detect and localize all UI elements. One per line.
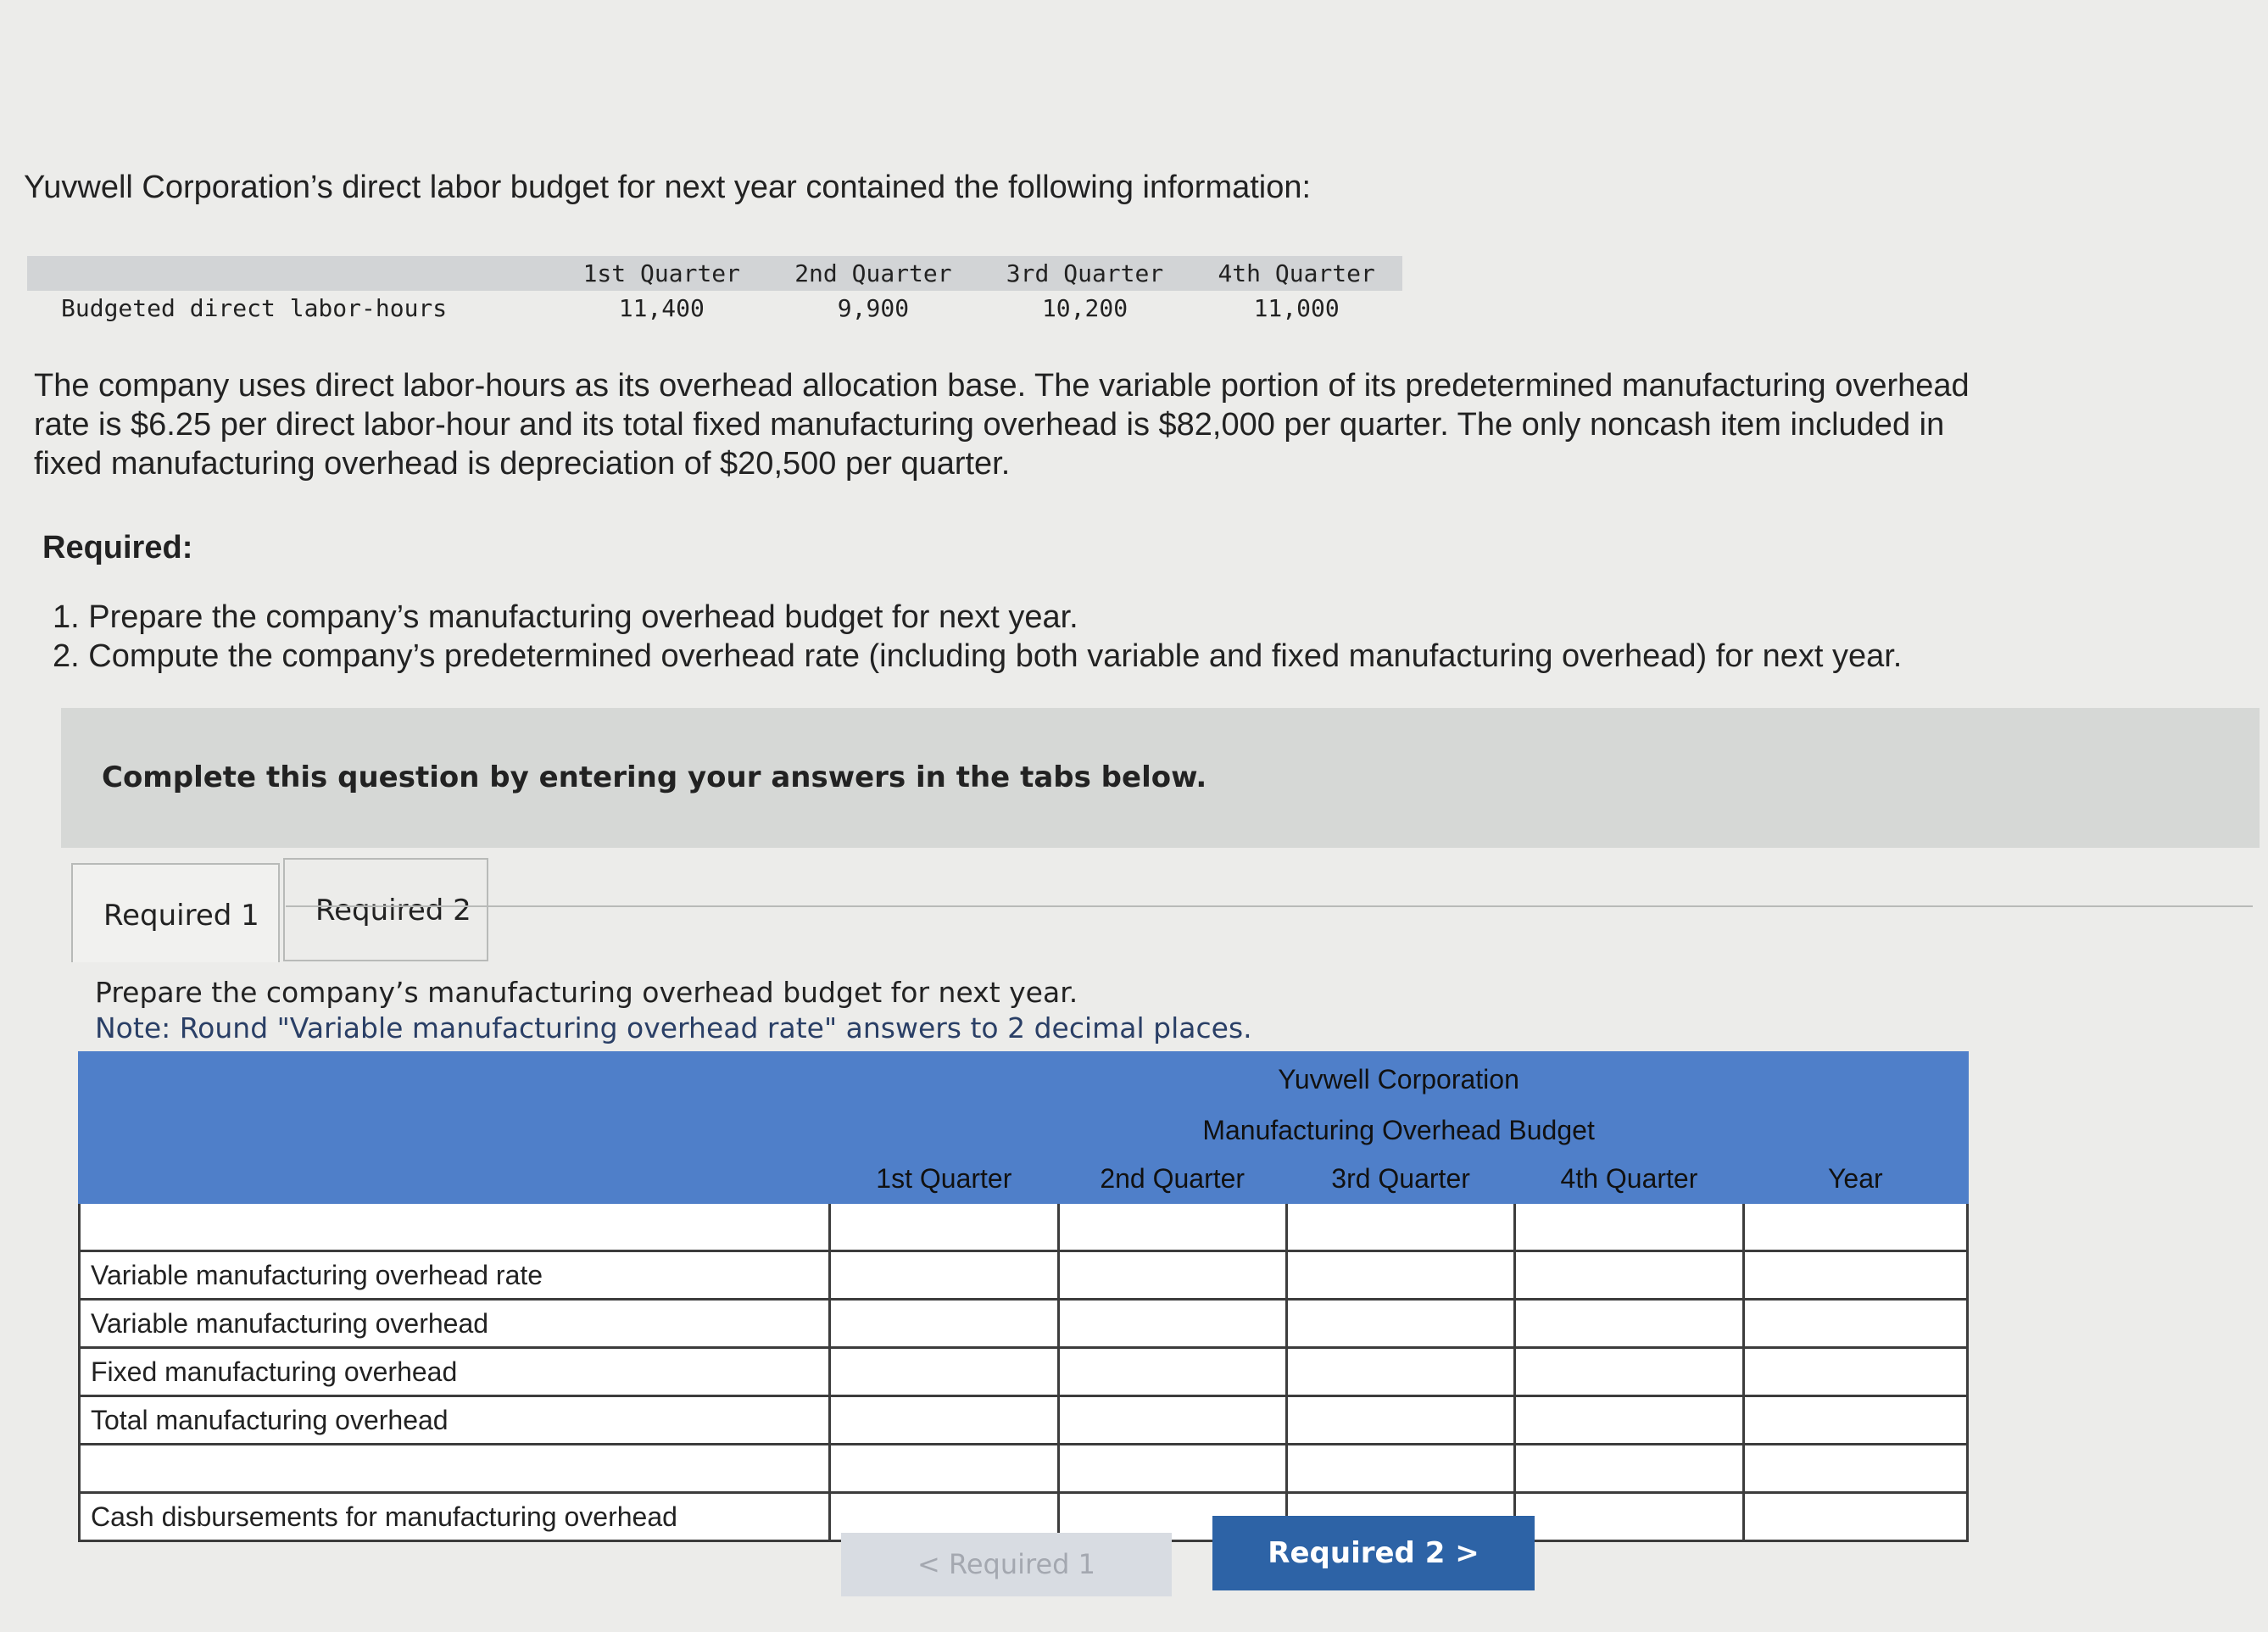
- input-cell[interactable]: [1286, 1396, 1514, 1445]
- row-label: Budgeted direct labor-hours: [61, 294, 448, 322]
- company-title: Yuvwell Corporation: [830, 1053, 1968, 1106]
- row-label: Total manufacturing overhead: [80, 1396, 830, 1445]
- input-cell[interactable]: [1058, 1445, 1286, 1493]
- tab-required-1[interactable]: [71, 863, 280, 962]
- prompt: [95, 975, 1252, 1046]
- input-cell[interactable]: [1515, 1251, 1743, 1300]
- input-cell[interactable]: [1743, 1348, 1967, 1396]
- quarter-header: 1st Quarter: [556, 256, 768, 291]
- required-item: 1. Prepare the company’s manufacturing overhead budget for next year.: [53, 599, 1078, 635]
- labor-hours-value: 9,900: [837, 294, 910, 322]
- column-header: 2nd Quarter: [1058, 1155, 1286, 1203]
- required-item: 2. Compute the company’s predetermined overhead rate (including both variable and fixed manufacturing overhead) for next year.: [53, 638, 1903, 674]
- input-cell[interactable]: [1743, 1300, 1967, 1348]
- intro-text: Yuvwell Corporation’s direct labor budget for next year contained the following information:: [24, 170, 1312, 205]
- input-cell[interactable]: [1286, 1203, 1514, 1251]
- tab-label: Required 1: [103, 899, 259, 933]
- column-header: 4th Quarter: [1515, 1155, 1743, 1203]
- column-header: 3rd Quarter: [1286, 1155, 1514, 1203]
- input-cell[interactable]: [1743, 1445, 1967, 1493]
- quarter-header: 3rd Quarter: [979, 256, 1191, 291]
- required-heading: Required:: [42, 530, 193, 565]
- input-cell[interactable]: [1743, 1251, 1967, 1300]
- input-cell[interactable]: [1743, 1396, 1967, 1445]
- input-cell[interactable]: [1058, 1348, 1286, 1396]
- label-input[interactable]: [80, 1203, 830, 1251]
- input-cell[interactable]: [830, 1300, 1058, 1348]
- prompt-text: Prepare the company’s manufacturing overhead budget for next year.: [95, 976, 1078, 1009]
- input-cell[interactable]: [1286, 1348, 1514, 1396]
- quarter-header: 4th Quarter: [1190, 256, 1402, 291]
- next-button[interactable]: Required 2 >: [1212, 1516, 1535, 1590]
- input-cell[interactable]: [1515, 1396, 1743, 1445]
- instruction-bar: [61, 708, 2260, 848]
- input-cell[interactable]: [830, 1348, 1058, 1396]
- problem-paragraph: The company uses direct labor-hours as its overhead allocation base. The variable portion of its predetermined manufacturing overhead rate is $6.25 per direct labor-hour and its total fixed manufacturing overhead is $82,000 per quarter. The only noncash item included in fixed manufacturing overhead is depreciation of $20,500 per quarter.: [34, 368, 1970, 482]
- input-cell[interactable]: [830, 1203, 1058, 1251]
- prev-button[interactable]: < Required 1: [841, 1533, 1172, 1596]
- label-input[interactable]: [80, 1445, 830, 1493]
- input-cell[interactable]: [1515, 1445, 1743, 1493]
- tab-label: Required 2: [315, 894, 471, 927]
- overhead-budget-table: [78, 1051, 1969, 1542]
- input-cell[interactable]: [1286, 1251, 1514, 1300]
- row-label: Variable manufacturing overhead rate: [80, 1251, 830, 1300]
- input-cell[interactable]: [1743, 1203, 1967, 1251]
- labor-hours-value: 11,400: [618, 294, 705, 322]
- input-cell[interactable]: [1515, 1493, 1743, 1541]
- labor-hours-table: [27, 256, 1402, 326]
- input-cell[interactable]: [830, 1396, 1058, 1445]
- row-label: Cash disbursements for manufacturing overhead: [80, 1493, 830, 1541]
- tab-required-2[interactable]: [283, 858, 488, 961]
- input-cell[interactable]: [1058, 1251, 1286, 1300]
- budget-title: Manufacturing Overhead Budget: [830, 1106, 1968, 1155]
- input-cell[interactable]: [830, 1251, 1058, 1300]
- input-cell[interactable]: [1515, 1300, 1743, 1348]
- instruction-text: Complete this question by entering your answers in the tabs below.: [102, 760, 1207, 794]
- input-cell[interactable]: [1286, 1300, 1514, 1348]
- input-cell[interactable]: [1058, 1396, 1286, 1445]
- labor-hours-value: 10,200: [1041, 294, 1128, 322]
- quarter-header: 2nd Quarter: [767, 256, 979, 291]
- tab-divider: [286, 905, 2253, 907]
- required-list: [53, 598, 1902, 676]
- input-cell[interactable]: [1515, 1203, 1743, 1251]
- column-header: 1st Quarter: [830, 1155, 1058, 1203]
- row-label: Fixed manufacturing overhead: [80, 1348, 830, 1396]
- labor-hours-value: 11,000: [1253, 294, 1340, 322]
- input-cell[interactable]: [1058, 1203, 1286, 1251]
- input-cell[interactable]: [1743, 1493, 1967, 1541]
- input-cell[interactable]: [830, 1445, 1058, 1493]
- input-cell[interactable]: [1058, 1300, 1286, 1348]
- input-cell[interactable]: [1515, 1348, 1743, 1396]
- column-header: Year: [1743, 1155, 1967, 1203]
- row-label: Variable manufacturing overhead: [80, 1300, 830, 1348]
- input-cell[interactable]: [1286, 1445, 1514, 1493]
- rounding-note: Note: Round "Variable manufacturing overhead rate" answers to 2 decimal places.: [95, 1011, 1252, 1044]
